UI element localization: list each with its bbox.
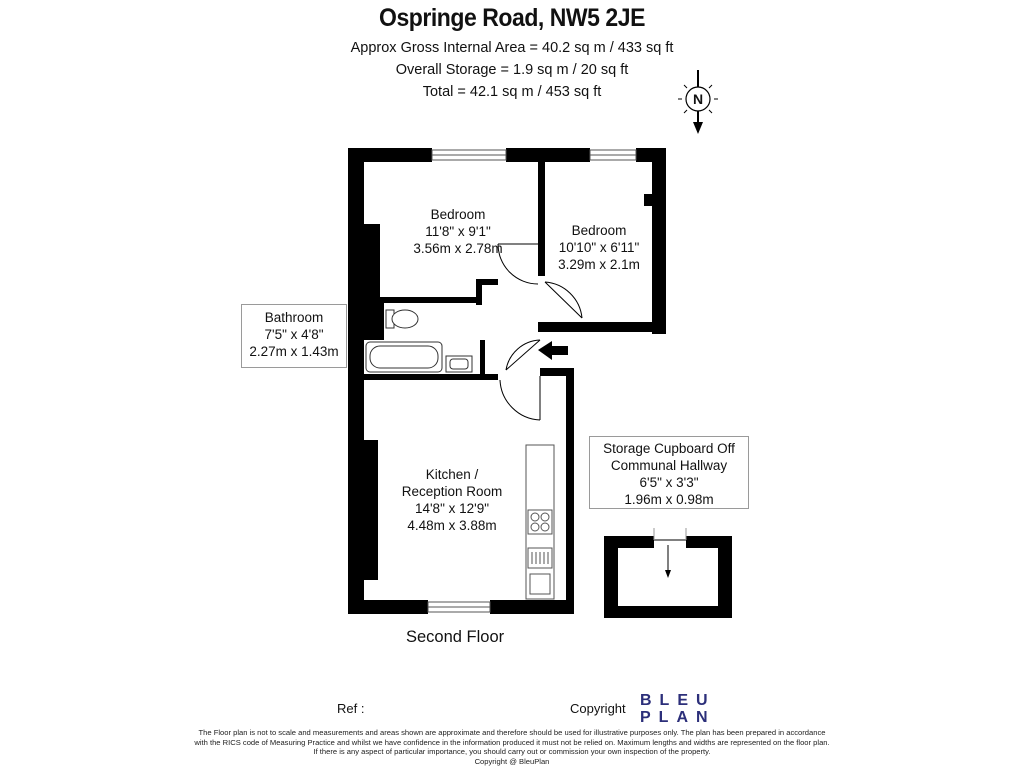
storage-name-1: Storage Cupboard Off: [603, 441, 735, 456]
storage-metric: 1.96m x 0.98m: [624, 492, 714, 507]
bedroom-2-name: Bedroom: [571, 223, 627, 238]
disclaimer-line-3: If there is any aspect of particular importance, you should carry out or commission your own inspection of the property.: [313, 747, 711, 757]
entrance-arrow-icon: [538, 341, 568, 360]
copyright-label: Copyright: [570, 701, 626, 716]
bleuplan-logo: [640, 692, 716, 726]
floor-label: Second Floor: [406, 628, 505, 646]
kitchen-name-1: Kitchen /: [425, 467, 479, 482]
bedroom-2-metric: 3.29m x 2.1m: [558, 257, 640, 272]
ref-label: Ref :: [337, 701, 365, 716]
storage-name-2: Communal Hallway: [610, 458, 728, 473]
compass-label: N: [692, 91, 704, 107]
disclaimer-line-2: with the RICS code of Measuring Practice and whilst we have confidence in the information produced it must not be relied on. Maximum lengths and widths are represented on the floor plan.: [194, 737, 830, 747]
bathroom-metric: 2.27m x 1.43m: [249, 344, 339, 359]
gross-area-text: Approx Gross Internal Area = 40.2 sq m / 433 sq ft: [350, 40, 674, 56]
kitchen-label: [380, 466, 524, 534]
bedroom-2-imperial: 10'10" x 6'11": [558, 240, 640, 255]
bathroom-name: Bathroom: [264, 310, 324, 325]
kitchen-units: [526, 445, 554, 599]
storage-area-text: Overall Storage = 1.9 sq m / 20 sq ft: [395, 62, 629, 78]
storage-imperial: 6'5" x 3'3": [639, 475, 699, 490]
logo-line-1: BLEU: [640, 692, 716, 709]
logo-line-2: PLAN: [640, 709, 716, 726]
disclaimer: [0, 728, 1024, 766]
disclaimer-line-1: The Floor plan is not to scale and measurements and areas shown are approximate and therefore should be used for illustrative purposes only. The plan has been prepared in accordance: [198, 728, 826, 737]
storage-callout: [589, 436, 749, 509]
bedroom-1-imperial: 11'8" x 9'1": [425, 224, 491, 239]
plan-title: Ospringe Road, NW5 2JE: [379, 4, 645, 32]
kitchen-name-2: Reception Room: [401, 484, 503, 499]
total-area-text: Total = 42.1 sq m / 453 sq ft: [422, 84, 602, 100]
bedroom-1-name: Bedroom: [430, 207, 486, 222]
bathroom-callout: [241, 304, 347, 368]
disclaimer-line-4: Copyright @ BleuPlan: [474, 756, 550, 766]
bathroom-imperial: 7'5" x 4'8": [264, 327, 324, 342]
bedroom-1-metric: 3.56m x 2.78m: [413, 241, 503, 256]
storage-cupboard: [604, 528, 732, 618]
bedroom-2-label: [546, 222, 652, 273]
bedroom-1-label: [380, 206, 536, 257]
kitchen-metric: 4.48m x 3.88m: [407, 518, 497, 533]
kitchen-imperial: 14'8" x 12'9": [414, 501, 490, 516]
